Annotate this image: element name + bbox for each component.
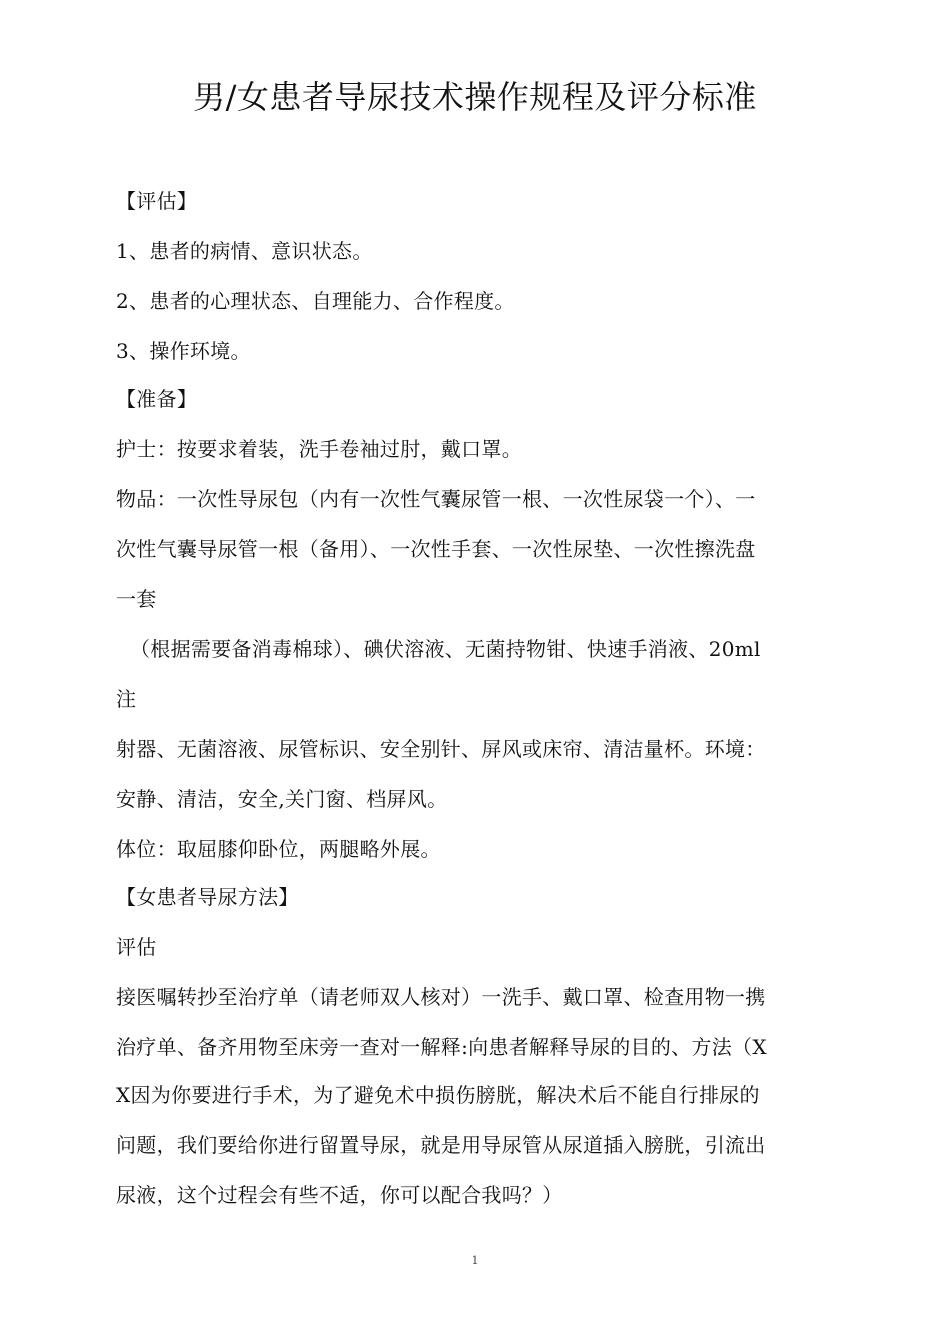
supplies-text-line-6: 射器、无菌溶液、尿管标识、安全别针、屏风或床帘、清洁量杯。环境：: [116, 737, 766, 761]
position-text: 体位：取屈膝仰卧位，两腿略外展。: [116, 837, 441, 861]
supplies-text-line-1: 物品：一次性导尿包（内有一次性气囊尿管一根、一次性尿袋一个）、一: [116, 487, 756, 511]
assessment-item-2: 2、患者的心理状态、自理能力、合作程度。: [116, 289, 515, 313]
procedure-text-line-2: 治疗单、备齐用物至床旁一查对一解释:向患者解释导尿的目的、方法（X: [116, 1035, 767, 1059]
document-title: 男/女患者导尿技术操作规程及评分标准: [193, 78, 757, 116]
supplies-text-line-2: 次性气囊导尿管一根（备用）、一次性手套、一次性尿垫、一次性擦洗盘: [116, 537, 756, 561]
page-number: 1: [471, 1254, 479, 1267]
supplies-text-line-4: （根据需要备消毒棉球）、碘伏溶液、无菌持物钳、快速手消液、20ml: [130, 637, 761, 661]
assessment-item-1: 1、患者的病情、意识状态。: [116, 239, 373, 263]
procedure-text-line-4: 问题，我们要给你进行留置导尿，就是用导尿管从尿道插入膀胱，引流出: [116, 1133, 766, 1157]
supplies-text-line-5: 注: [116, 687, 137, 711]
assessment-item-3: 3、操作环境。: [116, 339, 251, 363]
procedure-text-line-5: 尿液，这个过程会有些不适，你可以配合我吗？）: [116, 1183, 563, 1207]
section-heading-assessment: 【评估】: [116, 189, 198, 213]
section-heading-female-method: 【女患者导尿方法】: [116, 885, 299, 909]
female-method-subheading: 评估: [116, 935, 157, 959]
nurse-preparation-text: 护士：按要求着装，洗手卷袖过肘，戴口罩。: [116, 437, 522, 461]
section-heading-preparation: 【准备】: [116, 387, 198, 411]
procedure-text-line-3: X因为你要进行手术，为了避免术中损伤膀胱，解决术后不能自行排尿的: [116, 1083, 760, 1107]
procedure-text-line-1: 接医嘱转抄至治疗单（请老师双人核对）一洗手、戴口罩、检查用物一携: [116, 985, 766, 1009]
environment-text: 安静、清洁，安全,关门窗、档屏风。: [116, 787, 448, 811]
supplies-text-line-3: 一套: [116, 587, 157, 611]
